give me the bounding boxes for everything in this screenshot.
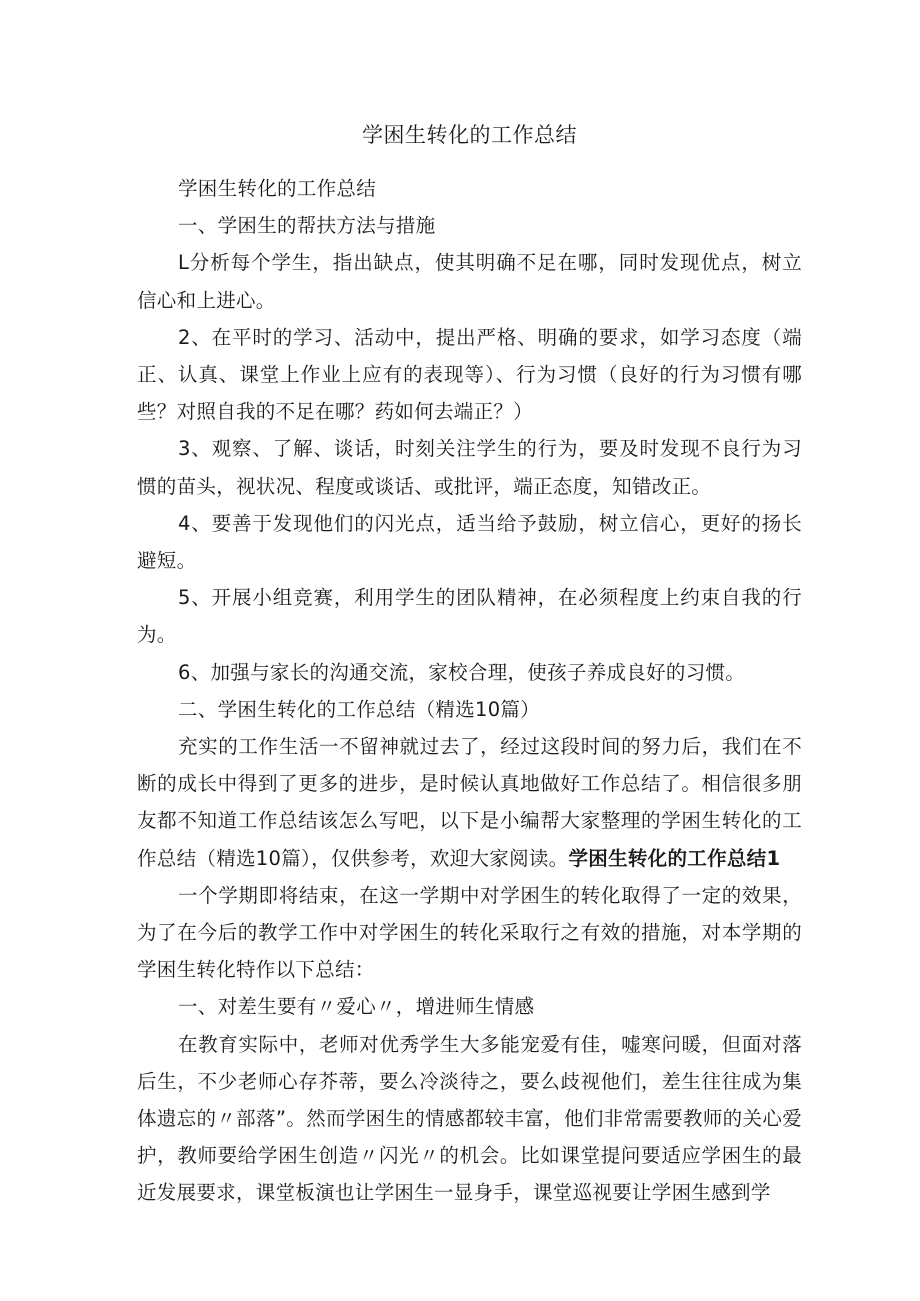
- paragraph-item-4: 4、要善于发现他们的闪光点，适当给予鼓励，树立信心，更好的扬长避短。: [137, 511, 802, 573]
- heading-love-for-students: 一、对差生要有〃爱心〃，增进师生情感: [178, 995, 535, 1019]
- heading-selected-summaries: 二、学困生转化的工作总结（精选10篇）: [178, 697, 541, 721]
- paragraph-item-6: 6、加强与家长的沟通交流，家校合理，使孩子养成良好的习惯。: [178, 660, 746, 684]
- paragraph-semester: 一个学期即将结束，在这一学期中对学困生的转化取得了一定的效果，为了在今后的教学工作中对学困生的转化采取行之有效的措施，对本学期的学困生转化特作以下总结：: [137, 883, 802, 982]
- paragraph-item-1: L分析每个学生，指出缺点，使其明确不足在哪，同时发现优点，树立信心和上进心。: [137, 251, 802, 312]
- paragraph-education-practice: 在教育实际中，老师对优秀学生大多能宠爱有佳，嘘寒问暖，但面对落后生，不少老师心存芥蒂，要么冷淡待之，要么歧视他们，差生往往成为集体遗忘的〃部落”。然而学困生的情感都较丰富，他们非常需要教师的关心爱护，教师要给学困生创造〃闪光〃的机会。比如课堂提问要适应学困生的最近发展要求，课堂板演也让学困生一显身手，课堂巡视要让学困生感到学: [137, 1032, 802, 1205]
- section-heading-1: 学困生转化的工作总结1: [568, 846, 781, 870]
- document-title: 学困生转化的工作总结: [362, 123, 577, 147]
- heading-help-methods: 一、学困生的帮扶方法与措施: [178, 214, 436, 238]
- document-page: [137, 120, 802, 1212]
- paragraph-intro: [137, 728, 802, 877]
- paragraph-item-3: 3、观察、了解、谈话，时刻关注学生的行为，要及时发现不良行为习惯的苗头，视状况、程度或谈话、或批评，端正态度，知错改正。: [137, 437, 802, 498]
- paragraph-subtitle: 学困生转化的工作总结: [178, 177, 377, 200]
- paragraph-item-5: 5、开展小组竞赛，利用学生的团队精神，在必须程度上约束自我的行为。: [137, 586, 802, 647]
- intro-text: 充实的工作生活一不留神就过去了，经过这段时间的努力后，我们在不断的成长中得到了更多的进步，是时候认真地做好工作总结了。相信很多朋友都不知道工作总结该怎么写吧，以下是小编帮大家整理的学困生转化的工作总结（精选10篇），仅供参考，欢迎大家阅读。: [137, 735, 802, 870]
- paragraph-item-2: 2、在平时的学习、活动中，提出严格、明确的要求，如学习态度（端正、认真、课堂上作业上应有的表现等）、行为习惯（良好的行为习惯有哪些？对照自我的不足在哪？药如何去端正？）: [137, 325, 802, 424]
